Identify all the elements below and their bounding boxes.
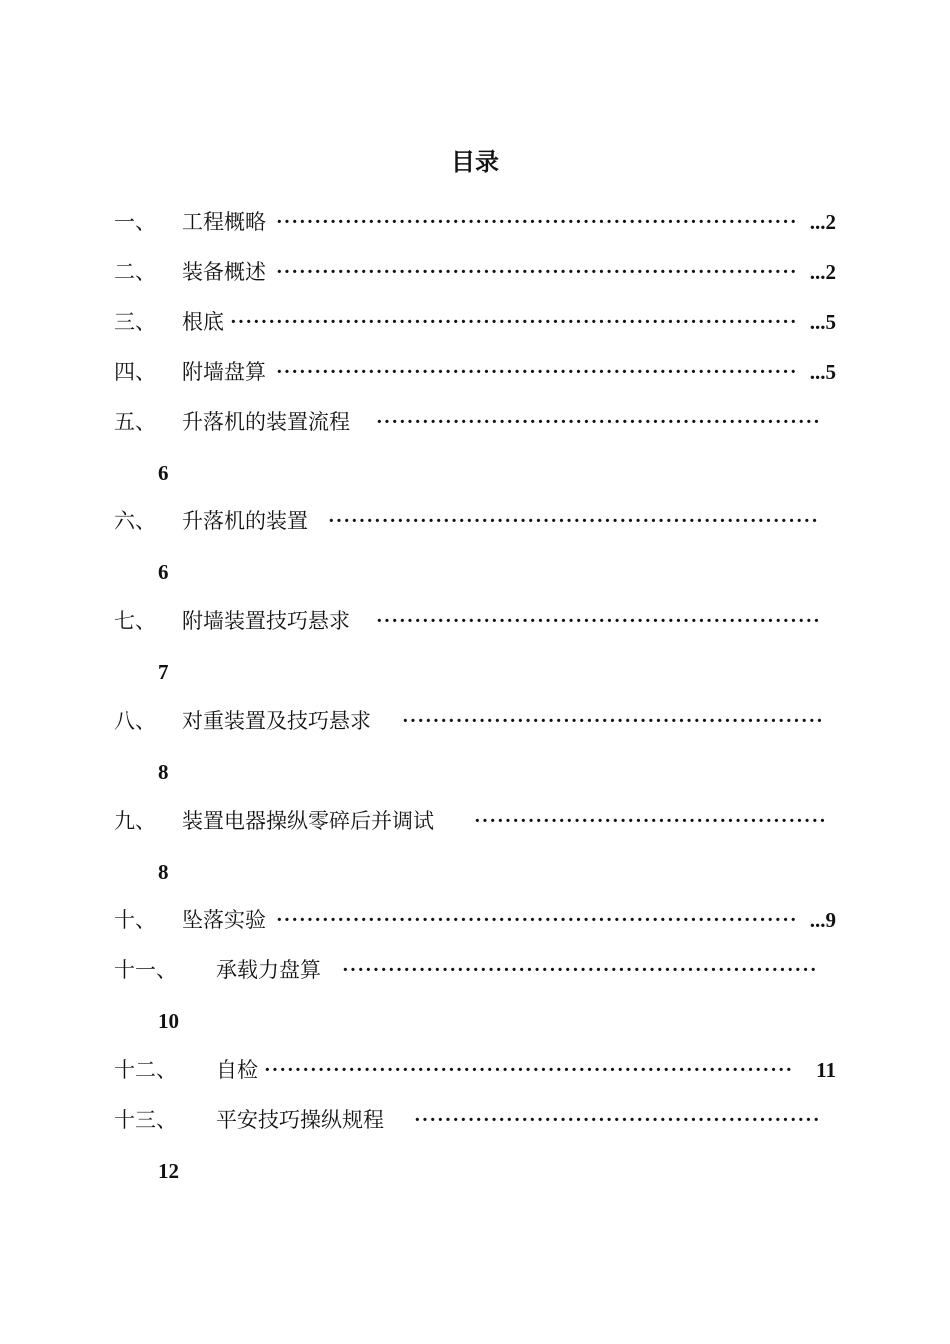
dot-leader: ······························································ <box>342 959 818 981</box>
entry-page: ...2 <box>808 257 836 287</box>
entry-number: 五、 <box>114 410 156 434</box>
entry-page: 6 <box>158 461 169 485</box>
toc-entry[interactable] <box>114 1055 836 1085</box>
entry-label: 承载力盘算 <box>216 958 321 982</box>
entry-page: ...5 <box>808 357 836 387</box>
toc-entry[interactable] <box>114 357 836 387</box>
dot-leader: ······················································· <box>402 710 824 732</box>
entry-page: ...2 <box>808 207 836 237</box>
entry-page: 12 <box>158 1159 179 1183</box>
toc-entry[interactable] <box>114 307 836 337</box>
entry-label: 平安技巧操纵规程 <box>216 1108 384 1132</box>
entry-label: 附墙盘算 <box>182 360 266 384</box>
toc-entry[interactable] <box>114 806 836 836</box>
toc-entry[interactable] <box>114 606 836 636</box>
entry-label: 装置电器操纵零碎后并调试 <box>182 809 434 833</box>
entry-page: 6 <box>158 560 169 584</box>
toc-entry[interactable] <box>114 207 836 237</box>
entry-number: 十三、 <box>114 1108 177 1132</box>
entry-label: 自检 <box>216 1058 258 1082</box>
entry-label: 工程概略 <box>182 210 266 234</box>
entry-page: 10 <box>158 1009 179 1033</box>
dot-leader: ···································································· <box>276 361 798 383</box>
toc-title: 目录 <box>451 148 499 176</box>
toc-entry[interactable] <box>114 257 836 287</box>
toc-entry[interactable] <box>114 905 836 935</box>
entry-number: 二、 <box>114 260 156 284</box>
entry-label: 对重装置及技巧悬求 <box>182 709 371 733</box>
entry-page: ...9 <box>808 905 836 935</box>
entry-number: 十、 <box>114 908 156 932</box>
entry-number: 四、 <box>114 360 156 384</box>
entry-label: 根底 <box>182 310 224 334</box>
dot-leader: ····················································· <box>414 1109 821 1131</box>
entry-number: 七、 <box>114 609 156 633</box>
entry-number: 一、 <box>114 210 156 234</box>
entry-label: 附墙装置技巧悬求 <box>182 609 350 633</box>
dot-leader: ····································································· <box>264 1059 794 1081</box>
dot-leader: ···································································· <box>276 261 798 283</box>
entry-number: 九、 <box>114 809 156 833</box>
entry-page: 11 <box>814 1055 836 1085</box>
entry-page: 8 <box>158 860 169 884</box>
dot-leader: ···································································· <box>276 211 798 233</box>
entry-label: 装备概述 <box>182 260 266 284</box>
toc-entry[interactable] <box>114 706 836 736</box>
toc-entry[interactable] <box>114 1105 836 1135</box>
entry-label: 升落机的装置 <box>182 509 308 533</box>
dot-leader: ·············································· <box>474 810 827 832</box>
entry-page: ...5 <box>808 307 836 337</box>
entry-page: 7 <box>158 660 169 684</box>
entry-number: 八、 <box>114 709 156 733</box>
dot-leader: ·························································· <box>376 411 821 433</box>
toc-entry[interactable] <box>114 407 836 437</box>
entry-number: 十二、 <box>114 1058 177 1082</box>
dot-leader: ································································ <box>328 510 819 532</box>
toc-entry[interactable] <box>114 506 836 536</box>
entry-label: 坠落实验 <box>182 908 266 932</box>
entry-page: 8 <box>158 760 169 784</box>
toc-entry[interactable] <box>114 955 836 985</box>
entry-number: 六、 <box>114 509 156 533</box>
dot-leader: ···································································· <box>276 909 798 931</box>
dot-leader: ·········································································· <box>230 311 798 333</box>
entry-number: 三、 <box>114 310 156 334</box>
entry-label: 升落机的装置流程 <box>182 410 350 434</box>
dot-leader: ·························································· <box>376 610 821 632</box>
entry-number: 十一、 <box>114 958 177 982</box>
